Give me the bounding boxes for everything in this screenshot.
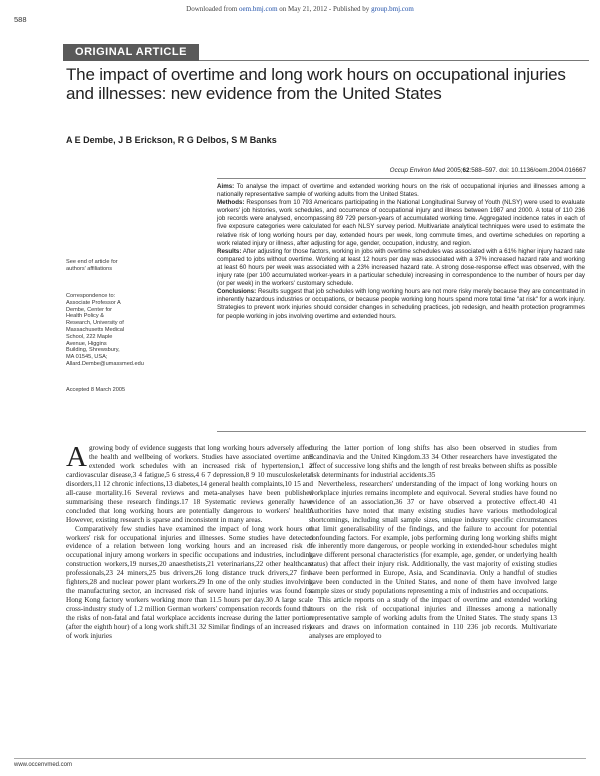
abstract-top-rule	[217, 178, 586, 179]
abstract-conclusions: Conclusions: Results suggest that job schedules with long working hours are not more risky merely because they are concentrated in inherently hazardous industries or occupations, or because people working long hours spend more total time "at risk" for a work injury. Strategies to prevent work injuries should consider changes in scheduling practices, job redesign, and health protection programmes for people working in jobs involving overtime and extended hours.	[217, 288, 585, 320]
journal-name: Occup Environ Med	[389, 167, 445, 174]
header-rule	[199, 60, 589, 61]
drop-cap: A	[66, 441, 87, 473]
article-type-label: ORIGINAL ARTICLE	[63, 44, 199, 61]
body-paragraph: Nevertheless, researchers' understanding of the impact of long working hours on workplace injuries remains incomplete and equivocal. Several studies have found no evidence of an association,36 37 or have observed a protective effect.40 41 Authorities have noted that many existing studies have various methodological shortcomings, including small sample sizes, unique industry specific circumstances that limit generalisability of the findings, and the failure to account for potential confounding factors. For example, jobs performing during long working shifts might be inherently more dangerous, or people working in extended-hour schedules might have different personal characteristics (for example, age, gender, or underlying health status) that affect their injury risk. Additionally, the vast majority of existing studies have been performed in Europe, Asia, and Scandinavia. Only a handful of studies have been conducted in the United States, and none of them have involved large sample sizes or study populations representing a mix of industries and occupations.	[309, 479, 557, 596]
citation-year: 2005;	[444, 167, 463, 174]
body-paragraph: during the latter portion of long shifts has also been observed in studies from Scandinavia and the United Kingdom.33 34 Other researchers have investigated the affect of successive long shifts and the length of rest breaks between shifts as possible risk determinants for industrial accidents.35	[309, 444, 557, 479]
author-list: A E Dembe, J B Erickson, R G Delbos, S M Banks	[66, 135, 277, 145]
abstract-results: Results: After adjusting for those factors, working in jobs with overtime schedules was associated with a 61% higher injury hazard rate compared to jobs without overtime. Working at least 12 hours per day was associated with a 37% increased hazard rate and working at least 60 hours per week was associated with a 23% increased hazard rate. A strong dose-response effect was observed, with the injury rate (per 100 accumulated worker-years in a particular schedule) increasing in correspondence to the number of hours per day (or per week) in the workers' customary schedule.	[217, 247, 585, 288]
citation-volume: 62	[462, 167, 470, 174]
body-paragraph: Agrowing body of evidence suggests that long working hours adversely affect the health and wellbeing of workers. Studies have associated overtime and extended work schedules with an increased risk of hypertension,1 2 cardiovascular disease,3 4 fatigue,5 6 stress,4 6 7 depression,8 9 10 musculoskeletal disorders,11 12 chronic infections,13 diabetes,14 general health complaints,10 15 and all-cause mortality.16 Several reviews and meta-analyses have been published summarising these research findings.17 18 Systematic reviews generally have concluded that long working hours are potentially dangerous to workers' health. However, existing research is sparse and inconsistent in many areas.	[66, 441, 313, 524]
abstract	[217, 183, 585, 321]
download-site-link[interactable]: oem.bmj.com	[239, 5, 278, 13]
publisher-site-link[interactable]: group.bmj.com	[371, 5, 414, 13]
abstract-methods: Methods: Responses from 10 793 Americans participating in the National Longitudinal Survey of Youth (NLSY) were used to evaluate workers' job histories, work schedules, and occurrence of occupational injury and illness between 1987 and 2000. A total of 110 236 job records were analysed, encompassing 89 729 person-years of accumulated working time. Aggregated incidence rates in each of five exposure categories were calculated for each NLSY survey period. Multivariate analytical techniques were used to estimate the relative risk of long working hours per day, extended hours per week, long commute times, and overtime schedules on reporting a work related injury or illness, after adjusting for age, gender, occupation, industry, and region.	[217, 199, 585, 247]
abstract-aims: Aims: To analyse the impact of overtime and extended working hours on the risk of occupational injuries and illnesses among a nationally representative sample of working adults from the United States.	[217, 183, 585, 199]
body-paragraph: Comparatively few studies have examined the impact of long work hours on workers' risk for occupational injuries and illnesses. Some studies have detected evidence of a relation between long working hours and an increased risk of occupational injury among workers in specific occupations and industries, including construction workers,19 nurses,20 anaesthetists,21 veterinarians,22 other healthcare professionals,23 24 miners,25 bus drivers,26 long distance truck drivers,27 fire-fighters,28 and nuclear power plant workers.29 In one of the only studies involving the manufacturing sector, an increased risk of severe hand injuries was found for Hong Kong factory workers working more than 11.5 hours per day.30 A large scale cross-industry study of 1.2 million German workers' compensation records found that the risks of non-fatal and fatal workplace accidents increase during the latter portion (after the eighth hour) of a long work shift.31 32 Similar findings of an increased risk of work injuries	[66, 524, 313, 641]
footer-url[interactable]: www.occenvmed.com	[14, 762, 73, 768]
body-column-left	[66, 441, 313, 641]
page-number: 588	[14, 15, 27, 24]
body-paragraph: This article reports on a study of the impact of overtime and extended working hours on the risk of occupational injuries and illnesses among a nationally representative sample of working adults from the United States. The study spans 13 years and draws on information contained in 110 236 job records. Multivariate analyses are employed to	[309, 596, 557, 641]
citation-pages-doi: :588–597. doi: 10.1136/oem.2004.016667	[469, 167, 586, 174]
body-column-right	[309, 444, 557, 641]
citation-line	[390, 167, 586, 174]
download-prefix: Downloaded from	[186, 5, 240, 13]
footer-rule	[14, 758, 586, 759]
accepted-date: Accepted 8 March 2005	[66, 387, 126, 393]
abstract-bottom-rule	[217, 431, 586, 432]
article-title: The impact of overtime and long work hours on occupational injuries and illnesses: new evidence from the United States	[66, 65, 566, 103]
correspondence-note: Correspondence to: Associate Professor A Dembe, Center for Health Policy & Research, University of Massachusetts Medical School, 222 Maple Avenue, Higgins Building, Shrewsbury, MA 01545, USA; Allard.Dembe@umassmed.edu	[66, 293, 144, 367]
download-middle-text: on May 21, 2012 - Published by	[277, 5, 372, 13]
affiliations-note: See end of article for authors' affiliations	[66, 259, 118, 272]
download-banner	[0, 5, 600, 13]
